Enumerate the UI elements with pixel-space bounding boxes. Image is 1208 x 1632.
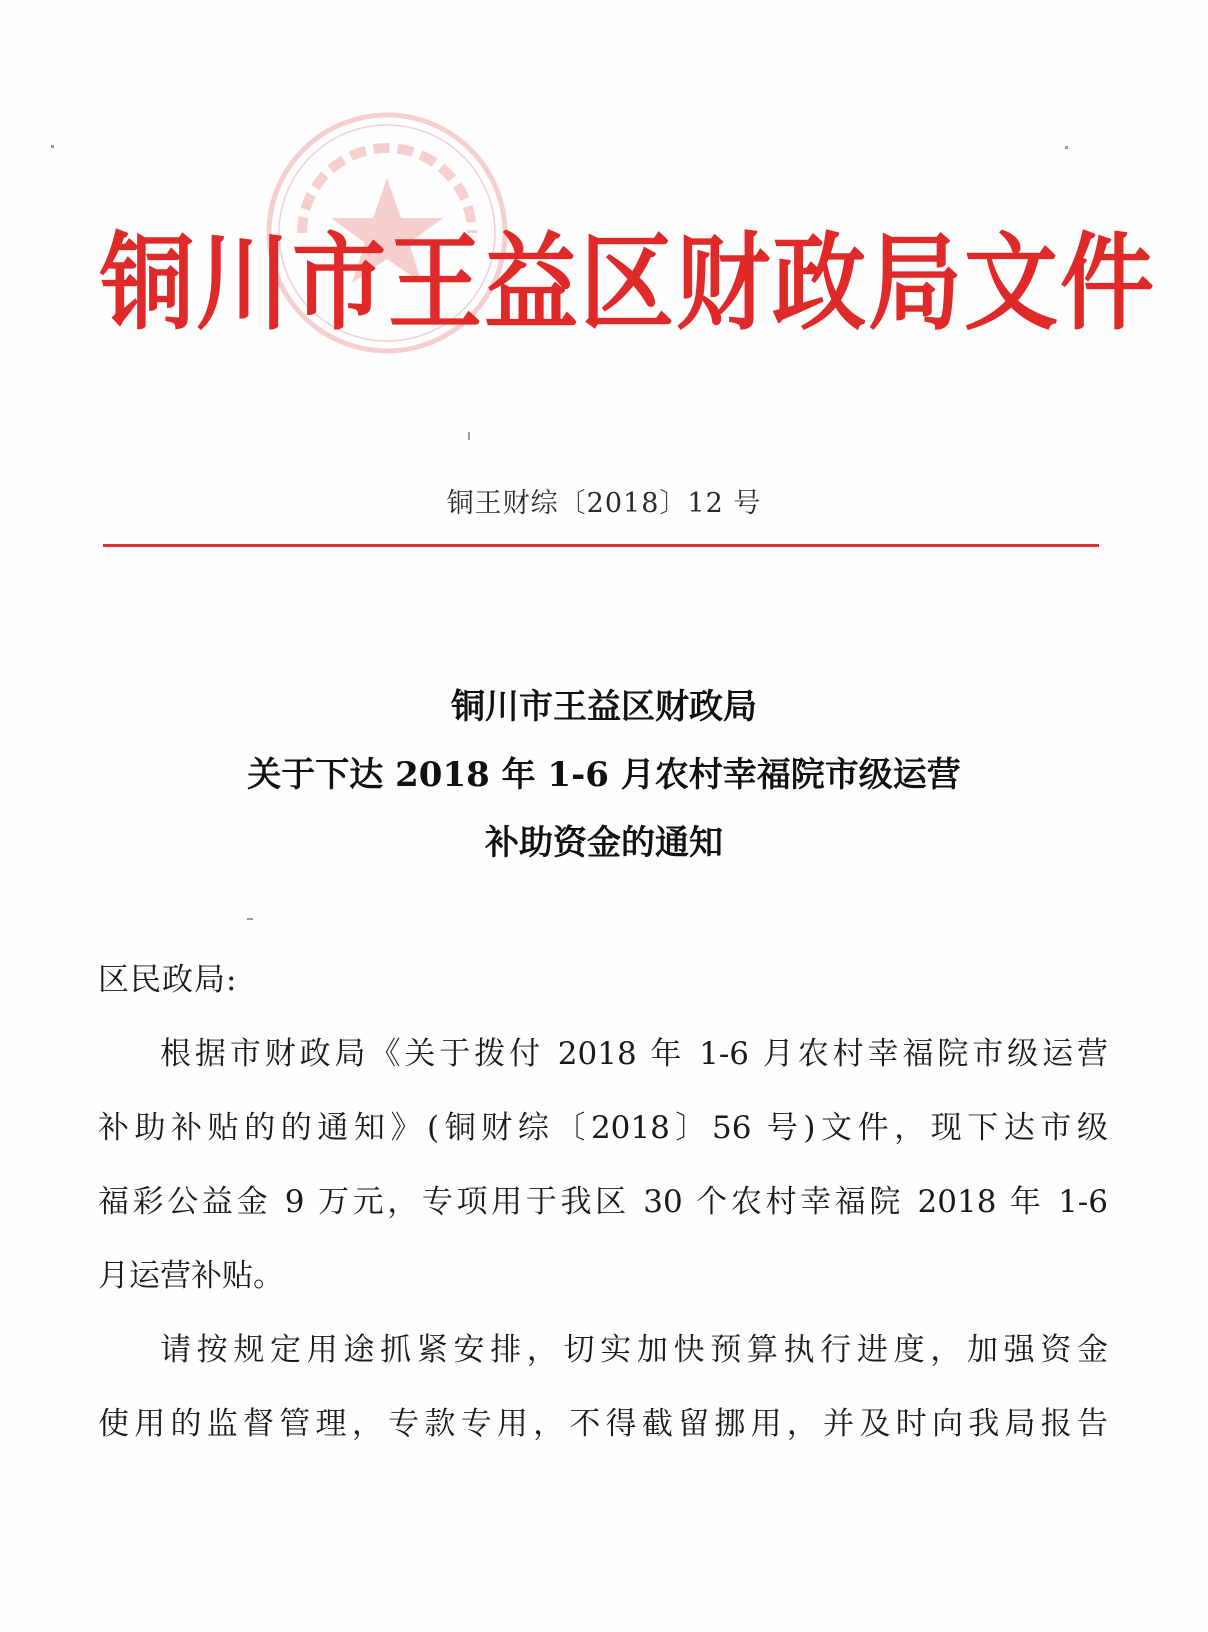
body-line-5: 请按规定用途抓紧安排，切实加快预算执行进度，加强资金	[160, 1332, 1108, 1368]
document-number: 铜王财综〔2018〕12 号	[446, 488, 762, 519]
document-header-title: 铜川市王益区财政局文件	[100, 223, 1157, 346]
body-line-3: 福彩公益金 9 万元，专项用于我区 30 个农村幸福院 2018 年 1-6	[98, 1184, 1108, 1220]
scan-speck	[1065, 146, 1068, 149]
notice-title-line-1: 铜川市王益区财政局	[451, 687, 757, 727]
scan-speck	[247, 918, 253, 920]
scan-speck	[468, 432, 470, 440]
body-line-1: 根据市财政局《关于拨付 2018 年 1-6 月农村幸福院市级运营	[160, 1036, 1108, 1072]
body-line-4: 月运营补贴。	[98, 1258, 284, 1294]
scan-speck	[51, 145, 54, 148]
body-line-6: 使用的监督管理，专款专用，不得截留挪用，并及时向我局报告	[98, 1406, 1108, 1442]
header-divider	[103, 544, 1099, 547]
salutation: 区民政局:	[98, 962, 238, 998]
notice-title-line-3: 补助资金的通知	[485, 823, 723, 863]
notice-title-line-2: 关于下达 2018 年 1-6 月农村幸福院市级运营	[247, 755, 961, 795]
body-line-2: 补助补贴的的通知》(铜财综〔2018〕56 号)文件，现下达市级	[98, 1110, 1108, 1146]
